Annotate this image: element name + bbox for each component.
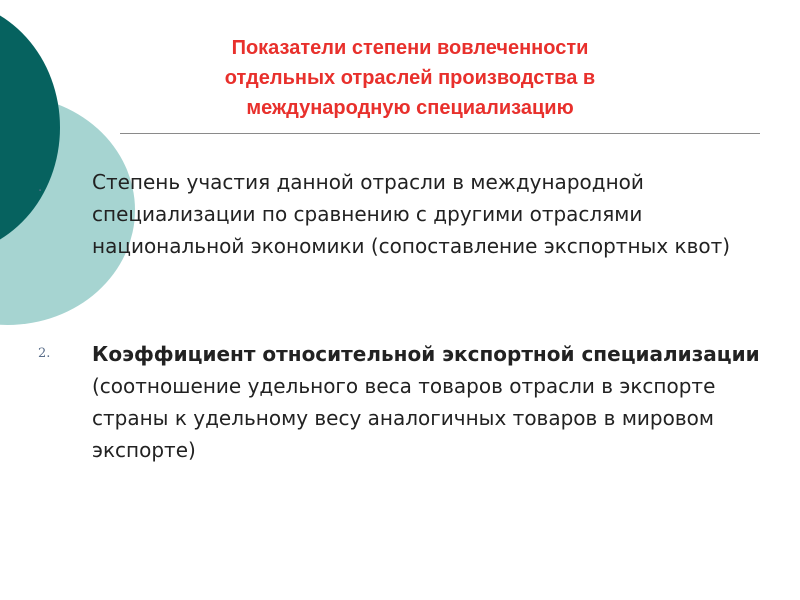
list-item-1 xyxy=(92,166,762,262)
list-item-2 xyxy=(92,338,762,466)
list-item-2-bold-text: Коэффициент относительной экспортной специализации xyxy=(92,342,760,366)
title-divider xyxy=(120,133,760,134)
list-item-1-text: Степень участия данной отрасли в международной специализации по сравнению с другими отраслями национальной экономики (сопоставление экспортных квот) xyxy=(92,170,731,258)
slide-title-line-2: отдельных отраслей производства в xyxy=(224,67,596,89)
slide-title-line-3: международную специализацию xyxy=(246,97,574,119)
list-marker-2: 2. xyxy=(38,346,51,361)
list-marker-1: . xyxy=(38,180,43,195)
slide-title-line-1: Показатели степени вовлеченности xyxy=(231,37,589,59)
list-item-2-text: (соотношение удельного веса товаров отрасли в экспорте страны к удельному весу аналогичных товаров в мировом экспорте) xyxy=(92,374,716,462)
slide-title xyxy=(150,33,670,123)
